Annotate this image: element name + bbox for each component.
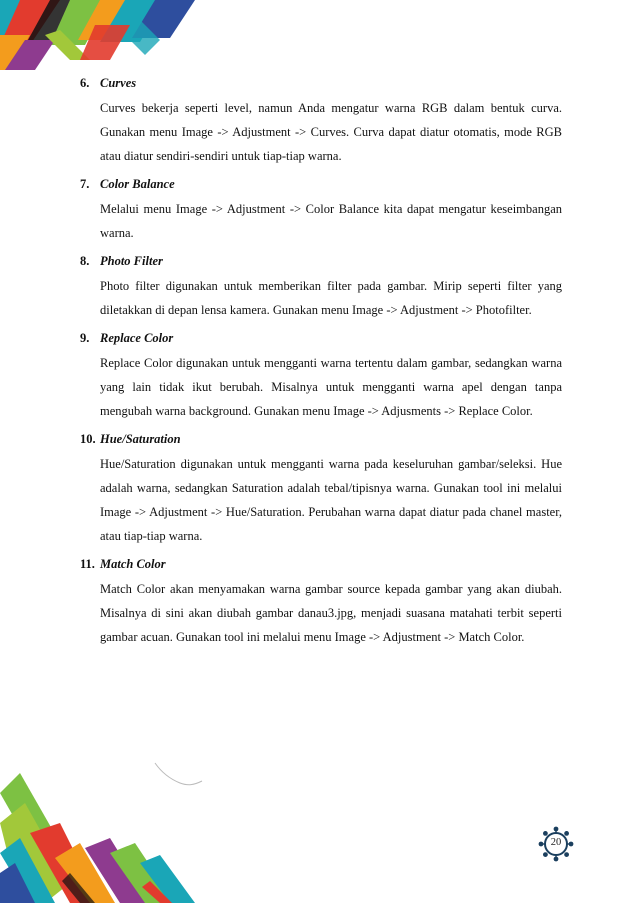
section-number: 8. <box>80 254 90 268</box>
section-title: Photo Filter <box>100 254 163 268</box>
section-number: 10. <box>80 432 96 446</box>
section-hue-saturation <box>80 430 562 548</box>
section-photo-filter <box>80 252 562 322</box>
top-decorative-pattern <box>0 0 200 70</box>
section-curves <box>80 74 562 168</box>
section-text: Melalui menu Image -> Adjustment -> Color Balance kita dapat mengatur keseimbangan warna. <box>100 202 562 240</box>
section-number: 9. <box>80 331 90 345</box>
section-heading <box>80 430 562 448</box>
section-heading <box>80 555 562 573</box>
section-title: Curves <box>100 76 137 90</box>
page-number: 20 <box>550 837 562 848</box>
scribble-mark <box>150 755 210 795</box>
section-heading <box>80 329 562 347</box>
section-title: Replace Color <box>100 331 174 345</box>
section-text: Hue/Saturation digunakan untuk mengganti warna pada keseluruhan gambar/seleksi. Hue adalah warna, sedangkan Saturation adalah tebal/tipisnya warna. Gunakan tool ini melalui Image -> Adjustment -> Hue/Saturation. Perubahan warna dapat diatur pada chanel master, atau tiap-tiap warna. <box>100 457 562 543</box>
section-number: 11. <box>80 557 95 571</box>
section-number: 6. <box>80 76 90 90</box>
section-title: Color Balance <box>100 177 175 191</box>
section-text: Replace Color digunakan untuk mengganti warna tertentu dalam gambar, sedangkan warna yang lain tidak ikut berubah. Misalnya untuk mengganti warna apel dengan tanpa mengubah warna background. Gunakan menu Image -> Adjusments -> Replace Color. <box>100 356 562 418</box>
document-body <box>80 74 562 656</box>
section-title: Match Color <box>100 557 166 571</box>
section-heading <box>80 175 562 193</box>
section-match-color <box>80 555 562 649</box>
section-text: Curves bekerja seperti level, namun Anda mengatur warna RGB dalam bentuk curva. Gunakan menu Image -> Adjustment -> Curves. Curva dapat diatur otomatis, mode RGB atau diatur sendiri-sendiri untuk tiap-tiap warna. <box>100 101 562 163</box>
section-text: Photo filter digunakan untuk memberikan filter pada gambar. Mirip seperti filter yang diletakkan di depan lensa kamera. Gunakan menu Image -> Adjustment -> Photofilter. <box>100 279 562 317</box>
section-color-balance <box>80 175 562 245</box>
section-heading <box>80 74 562 92</box>
section-text: Match Color akan menyamakan warna gambar source kepada gambar yang akan diubah. Misalnya di sini akan diubah gambar danau3.jpg, menjadi suasana matahati terbit seperti gambar acuan. Gunakan tool ini melalui menu Image -> Adjustment -> Match Color. <box>100 582 562 644</box>
section-title: Hue/Saturation <box>100 432 181 446</box>
section-number: 7. <box>80 177 90 191</box>
section-replace-color <box>80 329 562 423</box>
section-heading <box>80 252 562 270</box>
